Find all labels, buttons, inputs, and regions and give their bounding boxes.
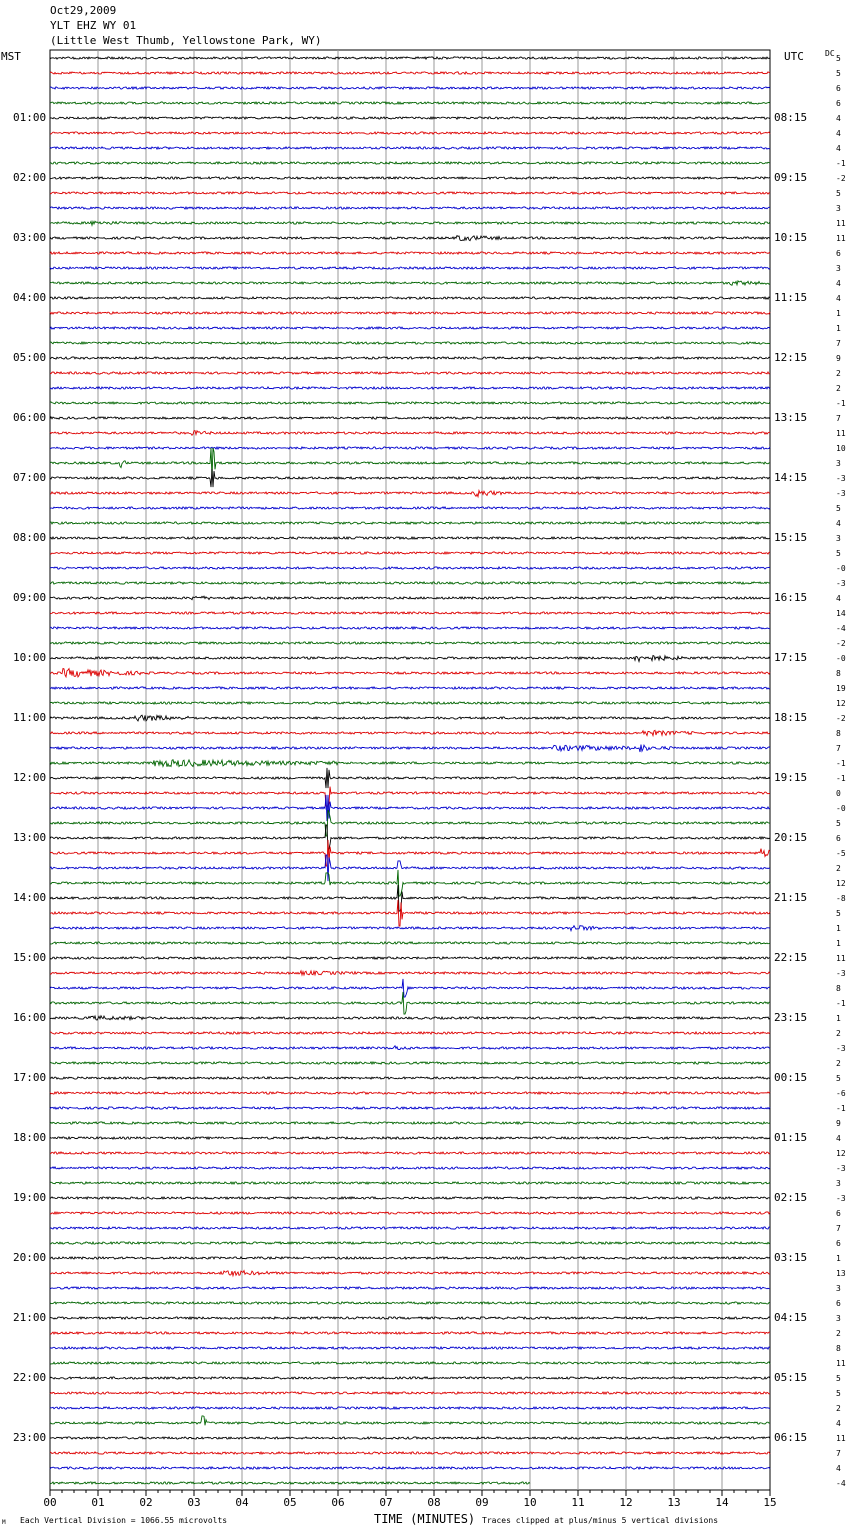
trace-line [50,612,770,614]
trace-line [50,267,770,269]
dc-offset-value: -3 [836,489,846,498]
plot-date: Oct29,2009 [50,4,117,17]
trace-line [50,745,770,752]
trace-line [50,236,770,241]
dc-offset-value: 5 [836,819,841,828]
dc-offset-value: 4 [836,1419,841,1428]
dc-offset-value: 4 [836,144,841,153]
left-hour-label: 08:00 [13,531,47,544]
right-hour-label: 05:15 [774,1371,808,1384]
trace-line [50,177,770,179]
dc-offset-value: 11 [836,234,846,243]
trace-line [50,1182,770,1184]
left-hour-label: 15:00 [13,951,47,964]
dc-offset-value: 11 [836,219,846,228]
station-location: (Little West Thumb, Yellowstone Park, WY) [50,34,322,47]
trace-line [50,281,770,286]
dc-offset-value: -3 [836,1044,846,1053]
trace-line [50,957,770,959]
dc-offset-value: -3 [836,474,846,483]
dc-offset-value: 1 [836,924,841,933]
trace-line [50,1077,770,1079]
trace-line [50,387,770,389]
dc-offset-value: 5 [836,1374,841,1383]
trace-line [50,507,770,509]
trace-line [50,596,770,600]
left-hour-label: 12:00 [13,771,47,784]
right-hour-label: 06:15 [774,1431,808,1444]
trace-line [50,87,770,89]
dc-offset-value: 11 [836,429,846,438]
dc-offset-value: 5 [836,1074,841,1083]
left-hour-label: 13:00 [13,831,47,844]
dc-offset-value: -1 [836,759,846,768]
trace-line [50,1332,770,1334]
right-hour-label: 16:15 [774,591,808,604]
dc-offset-value: 4 [836,129,841,138]
dc-offset-value: -3 [836,1164,846,1173]
trace-line [50,537,770,539]
right-hour-label: 08:15 [774,111,808,124]
trace-line [50,372,770,374]
seismic-traces [50,57,770,1484]
dc-offset-value: 4 [836,519,841,528]
dc-offset-value: 4 [836,114,841,123]
dc-offset-value: -6 [836,1089,846,1098]
trace-line [50,1302,770,1304]
dc-offset-value: 11 [836,1434,846,1443]
right-hour-label: 01:15 [774,1131,808,1144]
trace-line [50,1062,770,1064]
x-tick-label: 02 [139,1496,153,1509]
right-hour-label: 13:15 [774,411,808,424]
right-hour-label: 20:15 [774,831,808,844]
left-hour-label: 22:00 [13,1371,47,1384]
trace-line [50,1347,770,1349]
trace-line [50,855,770,881]
left-hour-label: 16:00 [13,1011,47,1024]
trace-line [50,447,770,449]
dc-offset-value: 6 [836,249,841,258]
dc-offset-value: 6 [836,1209,841,1218]
trace-line [50,1377,770,1379]
trace-line [50,979,770,997]
trace-line [50,1137,770,1139]
trace-line [50,971,770,975]
dc-offset-value: 14 [836,609,846,618]
dc-offset-value: 6 [836,1299,841,1308]
dc-offset-value: 19 [836,684,846,693]
trace-line [50,342,770,344]
dc-offset-value: 6 [836,84,841,93]
right-hour-label: 17:15 [774,651,808,664]
dc-offset-value: -8 [836,894,846,903]
dc-offset-value: 5 [836,504,841,513]
dc-offset-value: 4 [836,279,841,288]
left-hour-label: 21:00 [13,1311,47,1324]
trace-line [50,57,770,59]
dc-offset-value: 8 [836,984,841,993]
dc-offset-value: 2 [836,1059,841,1068]
left-hour-label: 04:00 [13,291,47,304]
trace-line [50,1407,770,1409]
left-hour-label: 23:00 [13,1431,47,1444]
right-hour-label: 03:15 [774,1251,808,1264]
x-tick-label: 12 [619,1496,633,1509]
trace-line [50,1437,770,1439]
trace-line [50,72,770,74]
right-hour-label: 11:15 [774,291,808,304]
dc-offset-value: 12 [836,879,846,888]
x-tick-label: 05 [283,1496,297,1509]
left-timezone-label: MST [1,50,21,63]
dc-offset-value: 2 [836,384,841,393]
trace-line [50,117,770,119]
trace-line [50,207,770,209]
dc-offset-value: 13 [836,1269,846,1278]
dc-offset-value: 5 [836,1389,841,1398]
x-tick-label: 14 [715,1496,729,1509]
trace-line [50,297,770,299]
trace-line [50,1167,770,1169]
dc-offset-value: 1 [836,309,841,318]
left-hour-label: 17:00 [13,1071,47,1084]
dc-offset-value: 9 [836,1119,841,1128]
dc-offset-value: -4 [836,624,846,633]
trace-line [50,1416,770,1425]
trace-line [50,327,770,329]
dc-offset-value: 3 [836,1284,841,1293]
trace-line [50,417,770,419]
dc-offset-value: -1 [836,159,846,168]
x-tick-label: 13 [667,1496,681,1509]
dc-offset-value: 12 [836,1149,846,1158]
dc-offset-value: 1 [836,1254,841,1263]
left-hour-label: 01:00 [13,111,47,124]
trace-line [50,1467,770,1469]
trace-line [50,1032,770,1034]
trace-line [50,900,770,926]
right-hour-label: 19:15 [774,771,808,784]
dc-offset-value: 7 [836,1449,841,1458]
left-hour-label: 06:00 [13,411,47,424]
trace-line [50,431,770,436]
trace-line [50,1197,770,1199]
dc-offset-value: 11 [836,954,846,963]
right-timezone-label: UTC [784,50,804,63]
left-hour-label: 19:00 [13,1191,47,1204]
dc-offset-value: 5 [836,69,841,78]
trace-line [50,221,770,225]
trace-line [50,687,770,689]
left-hour-label: 10:00 [13,651,47,664]
trace-line [50,357,770,359]
dc-offset-value: 6 [836,834,841,843]
dc-offset-value: 3 [836,534,841,543]
right-hour-label: 18:15 [774,711,808,724]
trace-line [50,810,770,836]
trace-line [50,402,770,404]
dc-offset-value: -1 [836,1104,846,1113]
left-hour-label: 02:00 [13,171,47,184]
dc-offset-value: 8 [836,1344,841,1353]
trace-line [50,1152,770,1154]
x-tick-label: 10 [523,1496,537,1509]
right-hour-label: 10:15 [774,231,808,244]
dc-offset-value: 0 [836,789,841,798]
x-tick-label: 03 [187,1496,201,1509]
trace-line [50,1257,770,1259]
left-hour-label: 18:00 [13,1131,47,1144]
dc-offset-value: 6 [836,1239,841,1248]
x-tick-label: 06 [331,1496,345,1509]
dc-offset-value: -2 [836,639,846,648]
right-hour-label: 22:15 [774,951,808,964]
x-axis-title: TIME (MINUTES) [374,1512,476,1526]
dc-offset-value: 3 [836,1179,841,1188]
trace-line [50,787,770,807]
clip-note: Traces clipped at plus/minus 5 vertical divisions [482,1516,719,1525]
trace-line [50,702,770,704]
trace-line [50,1016,770,1020]
dc-offset-value: 7 [836,1224,841,1233]
right-hour-label: 09:15 [774,171,808,184]
dc-offset-value: 8 [836,669,841,678]
dc-offset-value: -3 [836,969,846,978]
trace-line [50,715,770,721]
dc-offset-value: 7 [836,339,841,348]
dc-offset-value: 6 [836,99,841,108]
dc-offset-value: 3 [836,459,841,468]
dc-offset-value: 5 [836,54,841,63]
trace-line [50,1046,770,1050]
dc-offset-value: 3 [836,264,841,273]
trace-line [50,1122,770,1124]
dc-offset-value: 4 [836,1134,841,1143]
trace-line [50,312,770,314]
trace-line [50,1107,770,1109]
dc-offset-value: -2 [836,174,846,183]
trace-line [50,147,770,149]
dc-offset-value: 11 [836,1359,846,1368]
trace-line [50,491,770,497]
trace-line [50,825,770,851]
trace-line [50,992,770,1014]
dc-offset-value: 2 [836,369,841,378]
left-hour-label: 20:00 [13,1251,47,1264]
scale-note: Each Vertical Division = 1066.55 microvolts [20,1516,228,1525]
trace-line [50,885,770,911]
trace-line [50,192,770,194]
dc-offset-value: 3 [836,1314,841,1323]
trace-line [50,1392,770,1394]
dc-offset-value: -1 [836,774,846,783]
right-hour-label: 21:15 [774,891,808,904]
x-tick-label: 09 [475,1496,489,1509]
trace-line [50,1271,770,1276]
trace-line [50,1242,770,1244]
x-tick-label: 11 [571,1496,585,1509]
left-hour-label: 14:00 [13,891,47,904]
dc-offset-value: 7 [836,744,841,753]
dc-offset-value: -3 [836,579,846,588]
right-hour-label: 12:15 [774,351,808,364]
dc-offset-value: 12 [836,699,846,708]
right-hour-label: 14:15 [774,471,808,484]
dc-offset-value: -0 [836,654,846,663]
x-tick-label: 08 [427,1496,441,1509]
trace-line [50,1287,770,1289]
left-hour-label: 05:00 [13,351,47,364]
dc-offset-value: -0 [836,564,846,573]
trace-line [50,132,770,134]
dc-offset-value: 5 [836,909,841,918]
dc-offset-value: 1 [836,939,841,948]
dc-offset-value: 3 [836,204,841,213]
left-hour-label: 03:00 [13,231,47,244]
trace-line [50,1092,770,1094]
trace-line [50,1227,770,1229]
dc-offset-value: -1 [836,999,846,1008]
dc-offset-value: 1 [836,1014,841,1023]
dc-offset-value: 7 [836,414,841,423]
trace-line [50,768,770,788]
station-code: YLT EHZ WY 01 [50,19,137,32]
right-hour-label: 00:15 [774,1071,808,1084]
trace-line [50,642,770,644]
trace-line [50,760,770,767]
dc-offset-value: 4 [836,594,841,603]
dc-offset-value: -0 [836,804,846,813]
dc-offset-value: 1 [836,324,841,333]
trace-line [50,656,770,662]
dc-offset-value: 2 [836,1029,841,1038]
dc-offset-value: 5 [836,549,841,558]
left-hour-label: 11:00 [13,711,47,724]
trace-line [50,1317,770,1319]
x-tick-label: 01 [91,1496,105,1509]
trace-line [50,102,770,104]
trace-line [50,1362,770,1364]
dc-offset-value: 4 [836,1464,841,1473]
trace-line [50,582,770,584]
trace-line [50,469,770,487]
dc-offset-value: -3 [836,1194,846,1203]
trace-line [50,840,770,866]
x-tick-label: 00 [43,1496,57,1509]
trace-line [50,942,770,944]
dc-offset-value: 8 [836,729,841,738]
dc-offset-value: -2 [836,714,846,723]
trace-line [50,795,770,821]
x-tick-label: 15 [763,1496,777,1509]
trace-line [50,522,770,524]
dc-offset-value: 2 [836,864,841,873]
x-tick-label: 07 [379,1496,393,1509]
trace-line [50,552,770,554]
left-hour-label: 07:00 [13,471,47,484]
trace-line [50,1212,770,1214]
trace-line [50,448,770,478]
trace-line [50,669,770,677]
trace-line [50,252,770,254]
dc-offset-value: 5 [836,189,841,198]
right-hour-label: 02:15 [774,1191,808,1204]
right-hour-label: 15:15 [774,531,808,544]
dc-offset-value: 4 [836,294,841,303]
trace-line [50,567,770,569]
dc-offset-value: 2 [836,1404,841,1413]
dc-offset-value: 2 [836,1329,841,1338]
x-axis [43,1490,776,1509]
dc-offset-value: -1 [836,399,846,408]
left-hour-label: 09:00 [13,591,47,604]
trace-line [50,870,770,896]
trace-line [50,1452,770,1454]
dc-offset-value: -4 [836,1479,846,1488]
trace-line [50,162,770,164]
right-hour-label: 23:15 [774,1011,808,1024]
right-hour-label: 04:15 [774,1311,808,1324]
dc-offset-header: DC [825,49,835,58]
dc-offset-value: 9 [836,354,841,363]
trace-line [50,730,770,735]
x-tick-label: 04 [235,1496,249,1509]
trace-line [50,627,770,629]
dc-offset-value: -5 [836,849,846,858]
trace-line [50,926,770,931]
corner-mark: M [2,1519,6,1526]
dc-offset-value: 10 [836,444,846,453]
